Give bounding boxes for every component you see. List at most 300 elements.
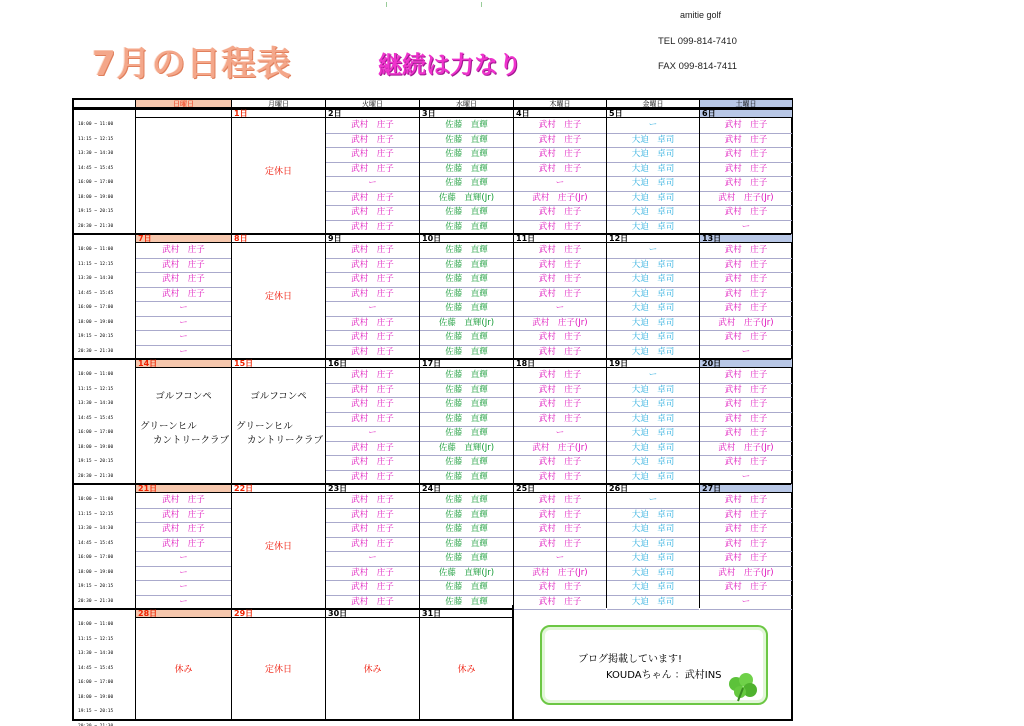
time-slot-label: 18:00 ~ 19:00 xyxy=(78,194,114,200)
day-cell xyxy=(136,360,232,483)
lesson-slot: 佐藤 直輝 xyxy=(420,148,513,163)
lesson-slot: ー xyxy=(700,596,792,611)
lesson-slot: 佐藤 直輝 xyxy=(420,244,513,259)
lesson-slot: 大迫 卓司 xyxy=(607,288,699,303)
day-cell xyxy=(700,360,793,483)
time-slot-label: 16:00 ~ 17:00 xyxy=(78,180,114,185)
date-label: 6日 xyxy=(700,110,792,118)
lesson-slot: ー xyxy=(514,552,606,567)
date-label: 13日 xyxy=(700,235,792,243)
time-slot-label: 13:30 ~ 14:30 xyxy=(78,651,114,656)
day-note: 休み xyxy=(363,665,382,675)
time-column xyxy=(74,485,136,608)
mark xyxy=(481,2,482,7)
lesson-slot: 武村 庄子 xyxy=(700,148,792,163)
day-cell xyxy=(607,235,700,358)
lesson-slot: 佐藤 直輝 xyxy=(420,369,513,384)
time-column xyxy=(74,610,136,726)
lesson-slot: 大迫 卓司 xyxy=(607,552,699,567)
weekday-0: 日曜日 xyxy=(136,100,232,108)
lesson-slot: 武村 庄子 xyxy=(514,288,606,303)
lesson-slot: 武村 庄子 xyxy=(700,206,792,221)
day-cell xyxy=(700,235,793,358)
day-cell xyxy=(326,360,420,483)
week-row xyxy=(74,483,791,608)
day-cell xyxy=(326,235,420,358)
time-slot-label: 14:45 ~ 15:45 xyxy=(78,540,114,546)
lesson-slot: 武村 庄子(Jr) xyxy=(514,567,606,582)
lesson-slot: 武村 庄子 xyxy=(514,384,606,399)
day-cell xyxy=(607,110,700,233)
time-slot-label: 11:15 ~ 12:15 xyxy=(78,636,114,642)
lesson-slot: 大迫 卓司 xyxy=(607,273,699,288)
lesson-slot: 武村 庄子 xyxy=(700,244,792,259)
lesson-slot: 大迫 卓司 xyxy=(607,427,699,442)
blog-text-line2: KOUDAちゃん ：武村INS xyxy=(606,670,722,681)
lesson-slot: 武村 庄子 xyxy=(514,596,606,611)
time-slot-label: 13:30 ~ 14:30 xyxy=(78,276,114,281)
time-slot-label: 16:00 ~ 17:00 xyxy=(78,305,114,310)
lesson-slot: 武村 庄子 xyxy=(700,494,792,509)
lesson-slot: 武村 庄子 xyxy=(700,552,792,567)
lesson-slot: ー xyxy=(700,346,792,361)
lesson-slot: 武村 庄子(Jr) xyxy=(700,442,792,457)
lesson-slot: 武村 庄子 xyxy=(136,509,231,524)
day-note: 定休日 xyxy=(264,542,292,552)
lesson-slot: ー xyxy=(326,552,419,567)
lesson-slot: 佐藤 直輝 xyxy=(420,494,513,509)
time-slot-label: 20:30 ~ 21:30 xyxy=(78,473,114,479)
date-label: 2日 xyxy=(326,110,419,118)
day-cell xyxy=(136,235,232,358)
time-slot-label: 14:45 ~ 15:45 xyxy=(78,165,114,171)
lesson-slot: ー xyxy=(136,302,231,317)
lesson-slot: 武村 庄子 xyxy=(514,456,606,471)
lesson-slot: ー xyxy=(607,369,699,384)
weekday-3: 水曜日 xyxy=(420,100,514,108)
day-cell xyxy=(700,110,793,233)
lesson-slot: 武村 庄子 xyxy=(326,119,419,134)
time-slot-label: 20:30 ~ 21:30 xyxy=(78,598,114,604)
lesson-slot: 武村 庄子 xyxy=(514,148,606,163)
date-label: 10日 xyxy=(420,235,513,243)
lesson-slot: 大迫 卓司 xyxy=(607,413,699,428)
day-cell xyxy=(514,360,607,483)
lesson-slot: 武村 庄子 xyxy=(326,346,419,361)
date-label: 28日 xyxy=(136,610,231,618)
date-label: 25日 xyxy=(514,485,606,493)
date-label: 27日 xyxy=(700,485,792,493)
lesson-slot: 大迫 卓司 xyxy=(607,456,699,471)
lesson-slot: 大迫 卓司 xyxy=(607,442,699,457)
lesson-slot: 武村 庄子 xyxy=(514,346,606,361)
lesson-slot: 武村 庄子 xyxy=(514,398,606,413)
date-label: 5日 xyxy=(607,110,699,118)
day-cell xyxy=(420,485,514,608)
date-label: 12日 xyxy=(607,235,699,243)
lesson-slot: ー xyxy=(514,427,606,442)
lesson-slot: 大迫 卓司 xyxy=(607,509,699,524)
week-row xyxy=(74,358,791,483)
lesson-slot: 武村 庄子 xyxy=(514,221,606,236)
date-label: 14日 xyxy=(136,360,231,368)
time-slot-label: 14:45 ~ 15:45 xyxy=(78,415,114,421)
lesson-slot: 大迫 卓司 xyxy=(607,384,699,399)
day-cell xyxy=(700,485,793,608)
lesson-slot: 武村 庄子 xyxy=(326,134,419,149)
week-row xyxy=(74,233,791,358)
lesson-slot: 佐藤 直輝 xyxy=(420,346,513,361)
time-slot-label: 10:00 ~ 11:00 xyxy=(78,122,114,127)
day-note: 定休日 xyxy=(264,665,292,675)
lesson-slot: 武村 庄子 xyxy=(136,244,231,259)
lesson-slot: 武村 庄子 xyxy=(326,148,419,163)
date-label: 24日 xyxy=(420,485,513,493)
date-label: 29日 xyxy=(232,610,325,618)
lesson-slot: 大迫 卓司 xyxy=(607,567,699,582)
day-cell xyxy=(136,485,232,608)
lesson-slot: 武村 庄子 xyxy=(514,134,606,149)
time-slot-label: 19:15 ~ 20:15 xyxy=(78,584,114,589)
date-label: 15日 xyxy=(232,360,325,368)
date-label: 26日 xyxy=(607,485,699,493)
week-row xyxy=(74,108,791,233)
header-corner xyxy=(74,100,136,108)
lesson-slot: 佐藤 直輝 xyxy=(420,206,513,221)
lesson-slot: 武村 庄子 xyxy=(136,523,231,538)
time-slot-label: 18:00 ~ 19:00 xyxy=(78,319,114,325)
page-title: 7月の日程表 xyxy=(92,44,292,84)
lesson-slot: 佐藤 直輝 xyxy=(420,134,513,149)
date-label xyxy=(136,110,231,118)
time-slot-label: 20:30 ~ 21:30 xyxy=(78,723,114,726)
lesson-slot: 大迫 卓司 xyxy=(607,163,699,178)
lesson-slot: 武村 庄子 xyxy=(136,538,231,553)
lesson-slot: 武村 庄子 xyxy=(326,471,419,486)
golf-venue-line1: グリーンヒル xyxy=(236,421,293,432)
lesson-slot: ー xyxy=(514,177,606,192)
lesson-slot: 武村 庄子 xyxy=(514,523,606,538)
weekday-1: 月曜日 xyxy=(232,100,326,108)
lesson-slot: 大迫 卓司 xyxy=(607,259,699,274)
day-cell xyxy=(232,610,326,719)
lesson-slot: 武村 庄子 xyxy=(136,259,231,274)
date-label: 7日 xyxy=(136,235,231,243)
time-slot-label: 14:45 ~ 15:45 xyxy=(78,665,114,671)
date-label: 4日 xyxy=(514,110,606,118)
lesson-slot: 大迫 卓司 xyxy=(607,192,699,207)
lesson-slot: ー xyxy=(326,427,419,442)
lesson-slot: 武村 庄子 xyxy=(326,581,419,596)
lesson-slot: 武村 庄子 xyxy=(326,244,419,259)
lesson-slot: 佐藤 直輝 xyxy=(420,384,513,399)
lesson-slot: ー xyxy=(514,302,606,317)
lesson-slot: 大迫 卓司 xyxy=(607,523,699,538)
lesson-slot: ー xyxy=(607,119,699,134)
lesson-slot: ー xyxy=(326,302,419,317)
lesson-slot: 武村 庄子 xyxy=(326,163,419,178)
time-slot-label: 14:45 ~ 15:45 xyxy=(78,290,114,296)
time-slot-label: 19:15 ~ 20:15 xyxy=(78,334,114,339)
day-cell xyxy=(232,360,326,483)
date-label: 8日 xyxy=(232,235,325,243)
day-cell xyxy=(232,485,326,608)
lesson-slot: ー xyxy=(136,552,231,567)
time-slot-label: 16:00 ~ 17:00 xyxy=(78,555,114,560)
lesson-slot: 武村 庄子 xyxy=(326,567,419,582)
blog-text-line1: ブログ掲載しています! xyxy=(578,654,683,665)
lesson-slot: 佐藤 直輝 xyxy=(420,523,513,538)
lesson-slot: 武村 庄子 xyxy=(700,119,792,134)
date-label: 31日 xyxy=(420,610,513,618)
lesson-slot: 大迫 卓司 xyxy=(607,177,699,192)
lesson-slot: 武村 庄子 xyxy=(514,331,606,346)
day-cell xyxy=(232,110,326,233)
time-slot-label: 10:00 ~ 11:00 xyxy=(78,247,114,252)
day-cell xyxy=(607,485,700,608)
date-label: 19日 xyxy=(607,360,699,368)
date-label: 16日 xyxy=(326,360,419,368)
lesson-slot: 武村 庄子 xyxy=(514,494,606,509)
lesson-slot: 武村 庄子 xyxy=(700,163,792,178)
day-cell xyxy=(514,110,607,233)
lesson-slot: 大迫 卓司 xyxy=(607,206,699,221)
lesson-slot: 武村 庄子 xyxy=(326,442,419,457)
lesson-slot: 佐藤 直輝 xyxy=(420,456,513,471)
lesson-slot: ー xyxy=(136,581,231,596)
lesson-slot: 武村 庄子 xyxy=(136,273,231,288)
lesson-slot: ー xyxy=(136,596,231,611)
weekday-6: 土曜日 xyxy=(700,100,793,108)
lesson-slot: 武村 庄子 xyxy=(700,509,792,524)
time-slot-label: 19:15 ~ 20:15 xyxy=(78,709,114,714)
lesson-slot: 武村 庄子 xyxy=(514,259,606,274)
time-slot-label: 18:00 ~ 19:00 xyxy=(78,569,114,575)
lesson-slot: 武村 庄子(Jr) xyxy=(514,442,606,457)
date-label: 1日 xyxy=(232,110,325,118)
lesson-slot: 武村 庄子 xyxy=(326,288,419,303)
time-slot-label: 16:00 ~ 17:00 xyxy=(78,430,114,435)
time-slot-label: 16:00 ~ 17:00 xyxy=(78,680,114,685)
lesson-slot: 佐藤 直輝 xyxy=(420,596,513,611)
lesson-slot: 武村 庄子 xyxy=(700,413,792,428)
lesson-slot: 佐藤 直輝 xyxy=(420,552,513,567)
time-slot-label: 19:15 ~ 20:15 xyxy=(78,209,114,214)
lesson-slot: 大迫 卓司 xyxy=(607,134,699,149)
date-label: 9日 xyxy=(326,235,419,243)
lesson-slot: 大迫 卓司 xyxy=(607,398,699,413)
lesson-slot: ー xyxy=(136,317,231,332)
lesson-slot: 武村 庄子 xyxy=(700,538,792,553)
lesson-slot: 佐藤 直輝 xyxy=(420,398,513,413)
lesson-slot: 佐藤 直輝 xyxy=(420,163,513,178)
lesson-slot: 佐藤 直輝(Jr) xyxy=(420,192,513,207)
lesson-slot: 佐藤 直輝 xyxy=(420,509,513,524)
lesson-slot: ー xyxy=(607,244,699,259)
lesson-slot: 武村 庄子 xyxy=(700,273,792,288)
lesson-slot: 佐藤 直輝 xyxy=(420,413,513,428)
lesson-slot: 武村 庄子 xyxy=(326,456,419,471)
lesson-slot: 武村 庄子 xyxy=(700,259,792,274)
lesson-slot: 武村 庄子 xyxy=(700,384,792,399)
lesson-slot: 武村 庄子 xyxy=(700,369,792,384)
lesson-slot: 大迫 卓司 xyxy=(607,471,699,486)
lesson-slot: 武村 庄子 xyxy=(514,538,606,553)
lesson-slot: 大迫 卓司 xyxy=(607,331,699,346)
time-slot-label: 11:15 ~ 12:15 xyxy=(78,261,114,267)
time-slot-label: 10:00 ~ 11:00 xyxy=(78,497,114,502)
day-cell xyxy=(136,110,232,233)
lesson-slot: ー xyxy=(136,567,231,582)
day-cell xyxy=(514,235,607,358)
time-slot-label: 11:15 ~ 12:15 xyxy=(78,511,114,517)
lesson-slot: 武村 庄子 xyxy=(326,259,419,274)
golf-event-title: ゴルフコンペ xyxy=(250,391,307,402)
lesson-slot: 武村 庄子 xyxy=(700,288,792,303)
lesson-slot: 佐藤 直輝 xyxy=(420,288,513,303)
day-note: 定休日 xyxy=(264,292,292,302)
lesson-slot: 武村 庄子 xyxy=(326,398,419,413)
time-slot-label: 18:00 ~ 19:00 xyxy=(78,694,114,700)
lesson-slot: 武村 庄子 xyxy=(326,596,419,611)
day-cell xyxy=(420,235,514,358)
lesson-slot: 武村 庄子 xyxy=(326,192,419,207)
lesson-slot: 武村 庄子 xyxy=(326,317,419,332)
lesson-slot: 武村 庄子 xyxy=(326,494,419,509)
lesson-slot: 武村 庄子(Jr) xyxy=(700,317,792,332)
lesson-slot: 佐藤 直輝 xyxy=(420,471,513,486)
lesson-slot: 武村 庄子 xyxy=(514,581,606,596)
lesson-slot: ー xyxy=(136,346,231,361)
lesson-slot: ー xyxy=(136,331,231,346)
lesson-slot: 武村 庄子 xyxy=(514,119,606,134)
time-column xyxy=(74,110,136,233)
lesson-slot: 武村 庄子 xyxy=(326,538,419,553)
time-slot-label: 11:15 ~ 12:15 xyxy=(78,386,114,392)
lesson-slot: ー xyxy=(700,471,792,486)
lesson-slot: 武村 庄子 xyxy=(700,523,792,538)
day-note: 定休日 xyxy=(264,167,292,177)
day-note: 休み xyxy=(174,665,193,675)
lesson-slot: 武村 庄子 xyxy=(514,273,606,288)
day-cell xyxy=(420,610,514,719)
lesson-slot: 武村 庄子(Jr) xyxy=(514,192,606,207)
lesson-slot: 武村 庄子 xyxy=(136,288,231,303)
date-label: 22日 xyxy=(232,485,325,493)
lesson-slot: 武村 庄子 xyxy=(326,206,419,221)
lesson-slot: 武村 庄子 xyxy=(700,302,792,317)
week-row xyxy=(74,608,514,726)
day-cell xyxy=(607,360,700,483)
time-slot-label: 20:30 ~ 21:30 xyxy=(78,348,114,354)
lesson-slot: 武村 庄子 xyxy=(514,369,606,384)
lesson-slot: ー xyxy=(700,221,792,236)
lesson-slot: 武村 庄子(Jr) xyxy=(700,192,792,207)
lesson-slot: 武村 庄子 xyxy=(514,471,606,486)
lesson-slot: 武村 庄子 xyxy=(326,331,419,346)
mark xyxy=(386,2,387,7)
date-label: 11日 xyxy=(514,235,606,243)
lesson-slot: 大迫 卓司 xyxy=(607,302,699,317)
lesson-slot: 大迫 卓司 xyxy=(607,346,699,361)
lesson-slot: 佐藤 直輝 xyxy=(420,259,513,274)
date-label: 23日 xyxy=(326,485,419,493)
lesson-slot: 武村 庄子 xyxy=(326,384,419,399)
date-label: 20日 xyxy=(700,360,792,368)
golf-venue-line2: カントリークラブ xyxy=(152,435,229,446)
lesson-slot: ー xyxy=(326,177,419,192)
lesson-slot: 武村 庄子 xyxy=(700,331,792,346)
lesson-slot: 武村 庄子 xyxy=(514,163,606,178)
lesson-slot: 武村 庄子 xyxy=(700,456,792,471)
day-cell xyxy=(326,610,420,719)
lesson-slot: 大迫 卓司 xyxy=(607,317,699,332)
golf-venue-line2: カントリークラブ xyxy=(246,435,323,446)
lesson-slot: 佐藤 直輝 xyxy=(420,538,513,553)
time-slot-label: 13:30 ~ 14:30 xyxy=(78,401,114,406)
time-slot-label: 11:15 ~ 12:15 xyxy=(78,136,114,142)
lesson-slot: 佐藤 直輝 xyxy=(420,119,513,134)
time-column xyxy=(74,235,136,358)
lesson-slot: 武村 庄子 xyxy=(326,369,419,384)
lesson-slot: 大迫 卓司 xyxy=(607,538,699,553)
golf-venue-line1: グリーンヒル xyxy=(140,421,197,432)
golf-event-title: ゴルフコンペ xyxy=(155,391,212,402)
lesson-slot: 武村 庄子 xyxy=(514,206,606,221)
lesson-slot: ー xyxy=(607,494,699,509)
fax-number: FAX 099-814-7411 xyxy=(658,61,738,72)
weekday-4: 木曜日 xyxy=(514,100,607,108)
lesson-slot: 佐藤 直輝 xyxy=(420,581,513,596)
lesson-slot: 武村 庄子 xyxy=(514,413,606,428)
day-cell xyxy=(420,110,514,233)
weekday-5: 金曜日 xyxy=(607,100,700,108)
lesson-slot: 佐藤 直輝 xyxy=(420,273,513,288)
lesson-slot: 武村 庄子(Jr) xyxy=(700,567,792,582)
lesson-slot: 武村 庄子 xyxy=(326,523,419,538)
weekday-header xyxy=(74,100,791,108)
lesson-slot: 武村 庄子 xyxy=(326,221,419,236)
lesson-slot: 佐藤 直輝 xyxy=(420,302,513,317)
lesson-slot: 武村 庄子 xyxy=(700,134,792,149)
day-cell xyxy=(136,610,232,719)
day-cell xyxy=(514,485,607,608)
lesson-slot: 佐藤 直輝 xyxy=(420,427,513,442)
lesson-slot: 大迫 卓司 xyxy=(607,596,699,611)
clover-icon xyxy=(724,670,764,702)
day-cell xyxy=(420,360,514,483)
date-label: 30日 xyxy=(326,610,419,618)
lesson-slot: 武村 庄子 xyxy=(326,413,419,428)
lesson-slot: 武村 庄子 xyxy=(700,398,792,413)
lesson-slot: 大迫 卓司 xyxy=(607,148,699,163)
lesson-slot: 武村 庄子(Jr) xyxy=(514,317,606,332)
lesson-slot: 佐藤 直輝(Jr) xyxy=(420,567,513,582)
lesson-slot: 武村 庄子 xyxy=(700,177,792,192)
time-slot-label: 20:30 ~ 21:30 xyxy=(78,223,114,229)
slogan: 継続は力なり xyxy=(378,51,522,79)
lesson-slot: 武村 庄子 xyxy=(700,427,792,442)
lesson-slot: 武村 庄子 xyxy=(326,509,419,524)
lesson-slot: 武村 庄子 xyxy=(514,244,606,259)
date-label: 17日 xyxy=(420,360,513,368)
time-slot-label: 10:00 ~ 11:00 xyxy=(78,372,114,377)
lesson-slot: 佐藤 直輝 xyxy=(420,177,513,192)
time-slot-label: 10:00 ~ 11:00 xyxy=(78,622,114,627)
lesson-slot: 大迫 卓司 xyxy=(607,221,699,236)
tel-number: TEL 099-814-7410 xyxy=(658,36,737,47)
lesson-slot: 武村 庄子 xyxy=(136,494,231,509)
